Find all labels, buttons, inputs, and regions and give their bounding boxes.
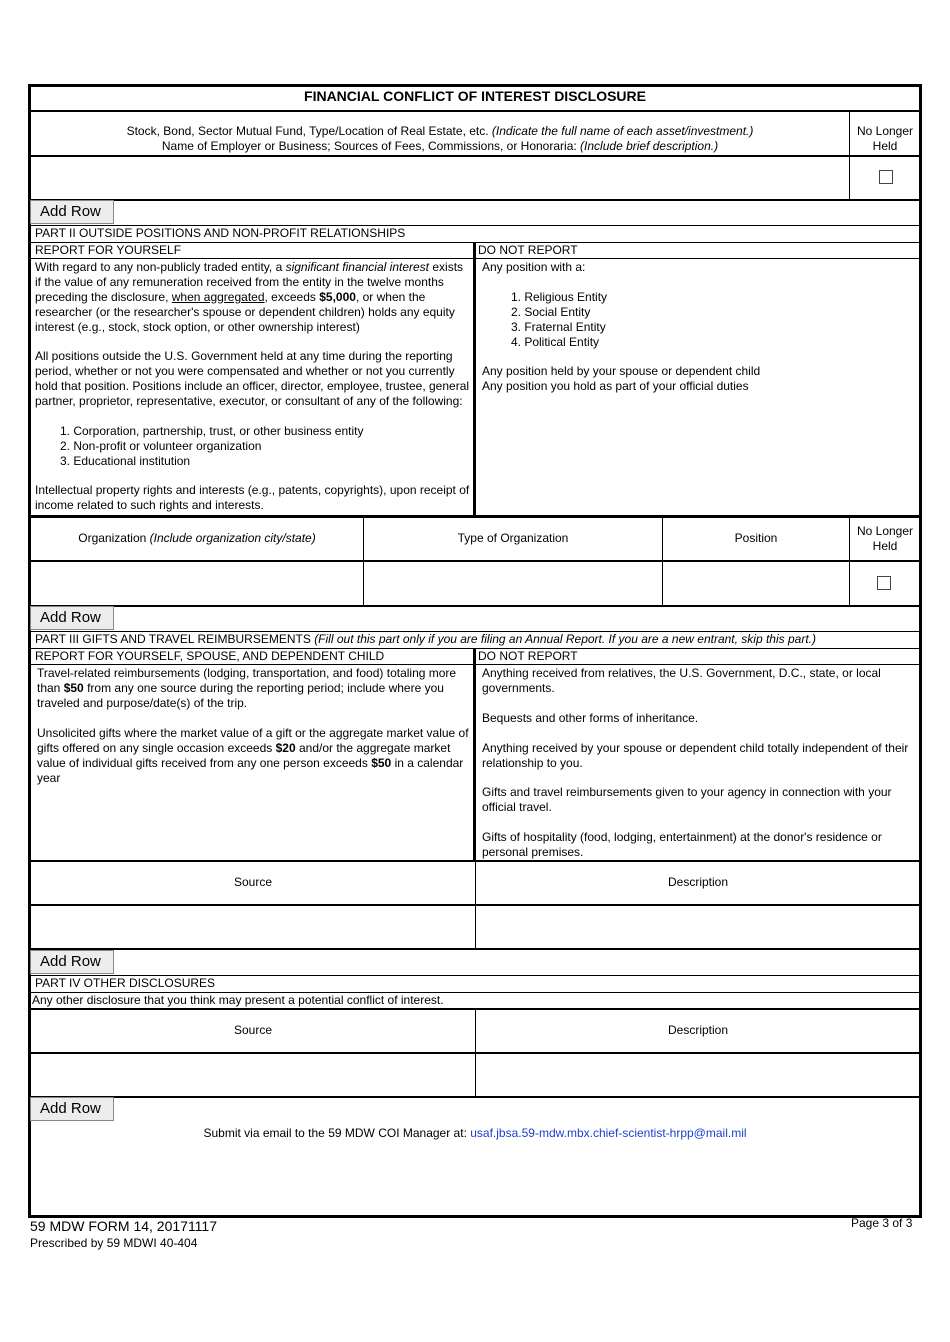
part2-dnr-intro: Any position with a:: [482, 260, 586, 274]
part1-header-line2: Name of Employer or Business; Sources of Fees, Commissions, or Honoraria: (Include brief description.): [161, 139, 719, 153]
part2-heading: PART II OUTSIDE POSITIONS AND NON-PROFIT RELATIONSHIPS: [35, 226, 406, 240]
part2-report-list-2: 2. Non-profit or volunteer organization: [60, 439, 262, 453]
part4-col-source: Source: [233, 1023, 273, 1037]
part3-col-source: Source: [233, 875, 273, 889]
part2-dnr-list-3: 3. Fraternal Entity: [511, 320, 606, 334]
other-source-input[interactable]: [31, 1054, 475, 1096]
part3-col-description: Description: [667, 875, 729, 889]
part3-dnr-4: Gifts and travel reimbursements given to your agency in connection with your official travel.: [482, 785, 892, 814]
form-title: FINANCIAL CONFLICT OF INTEREST DISCLOSURE: [304, 88, 646, 104]
part4-add-row-button[interactable]: Add Row: [30, 1097, 114, 1121]
part3-dnr-3: Anything received by your spouse or dependent child totally independent of their relationship to you.: [482, 741, 909, 770]
part4-subheading: Any other disclosure that you think may present a potential conflict of interest.: [32, 993, 444, 1007]
part1-header-line1: Stock, Bond, Sector Mutual Fund, Type/Location of Real Estate, etc. (Indicate the full name of each asset/investment.): [126, 124, 754, 138]
part2-dnr-line-2: Any position you hold as part of your official duties: [482, 379, 749, 393]
part2-report-paragraph-1: With regard to any non-publicly traded entity, a significant financial interest exists if the value of any remuneration received from the entity in the twelve months preceding the disclosure, when aggregated, exceeds $5,000, or when the researcher (or the researcher's spouse or dependent children) holds any equity interest (e.g., stock, stock option, or other ownership interest): [35, 260, 464, 334]
part3-report-paragraph-1: Travel-related reimbursements (lodging, transportation, and food) totaling more than $50 from any one source during the reporting period; include where you traveled and purpose/date(s) of the trip.: [37, 666, 457, 710]
part3-add-row-button[interactable]: Add Row: [30, 950, 114, 974]
form-id: 59 MDW FORM 14, 20171117: [30, 1218, 218, 1234]
part3-dnr-1: Anything received from relatives, the U.S. Government, D.C., state, or local governments.: [482, 666, 881, 695]
gift-source-input[interactable]: [31, 906, 475, 948]
part2-report-paragraph-2: All positions outside the U.S. Government held at any time during the reporting period, whether or not you were compensated and whether or not you currently hold that position. Positions include an officer, director, employee, trustee, general partner, proprietor, representative, executor, or consultant of any of the following:: [35, 349, 470, 408]
part2-dnr-list-4: 4. Political Entity: [511, 335, 600, 349]
part3-do-not-report-label: DO NOT REPORT: [478, 649, 578, 663]
coi-manager-email-link[interactable]: usaf.jbsa.59-mdw.mbx.chief-scientist-hrpp@mail.mil: [470, 1126, 747, 1140]
position-input[interactable]: [663, 562, 849, 605]
part3-report-label: REPORT FOR YOURSELF, SPOUSE, AND DEPENDENT CHILD: [35, 649, 385, 663]
part1-add-row-button[interactable]: Add Row: [30, 200, 114, 224]
part3-heading: PART III GIFTS AND TRAVEL REIMBURSEMENTS (Fill out this part only if you are filing an Annual Report. If you are a new entrant, skip this part.): [35, 632, 816, 646]
part2-report-label: REPORT FOR YOURSELF: [35, 243, 182, 257]
page-number: Page 3 of 3: [851, 1216, 913, 1230]
organization-input[interactable]: [31, 562, 363, 605]
part2-dnr-list-2: 2. Social Entity: [511, 305, 591, 319]
part2-report-paragraph-3: Intellectual property rights and interests (e.g., patents, copyrights), upon receipt of income related to such rights and interests.: [35, 483, 470, 512]
part2-do-not-report-label: DO NOT REPORT: [478, 243, 578, 257]
part2-add-row-button[interactable]: Add Row: [30, 606, 114, 630]
other-description-input[interactable]: [476, 1054, 920, 1096]
part3-dnr-2: Bequests and other forms of inheritance.: [482, 711, 699, 725]
submit-instructions: Submit via email to the 59 MDW COI Manager at: usaf.jbsa.59-mdw.mbx.chief-scientist-hrpp@mail.mil: [203, 1126, 747, 1140]
part4-heading: PART IV OTHER DISCLOSURES: [35, 976, 216, 990]
no-longer-held-checkbox[interactable]: [879, 170, 893, 184]
part2-report-list-1: 1. Corporation, partnership, trust, or other business entity: [60, 424, 364, 438]
part4-col-description: Description: [667, 1023, 729, 1037]
organization-type-input[interactable]: [364, 562, 662, 605]
col-organization: Organization (Include organization city/state): [78, 531, 316, 545]
gift-description-input[interactable]: [476, 906, 920, 948]
asset-input[interactable]: [31, 157, 849, 199]
part2-dnr-list-1: 1. Religious Entity: [511, 290, 608, 304]
part2-no-longer-held-checkbox[interactable]: [877, 576, 891, 590]
part2-report-list-3: 3. Educational institution: [60, 454, 191, 468]
col-position: Position: [734, 531, 778, 545]
col-type-of-organization: Type of Organization: [457, 531, 569, 545]
part3-report-paragraph-2: Unsolicited gifts where the market value of a gift or the aggregate market value of gifts offered on any single occasion exceeds $20 and/or the aggregate market value of individual gifts received from any one person exceeds $50 in a calendar year: [37, 726, 469, 785]
no-longer-held-header: No Longer Held: [856, 124, 914, 153]
part2-dnr-line-1: Any position held by your spouse or dependent child: [482, 364, 761, 378]
part3-dnr-5: Gifts of hospitality (food, lodging, entertainment) at the donor's residence or personal premises.: [482, 830, 882, 859]
prescribed-by: Prescribed by 59 MDWI 40-404: [30, 1236, 198, 1250]
col-no-longer-held: No Longer Held: [856, 524, 914, 553]
